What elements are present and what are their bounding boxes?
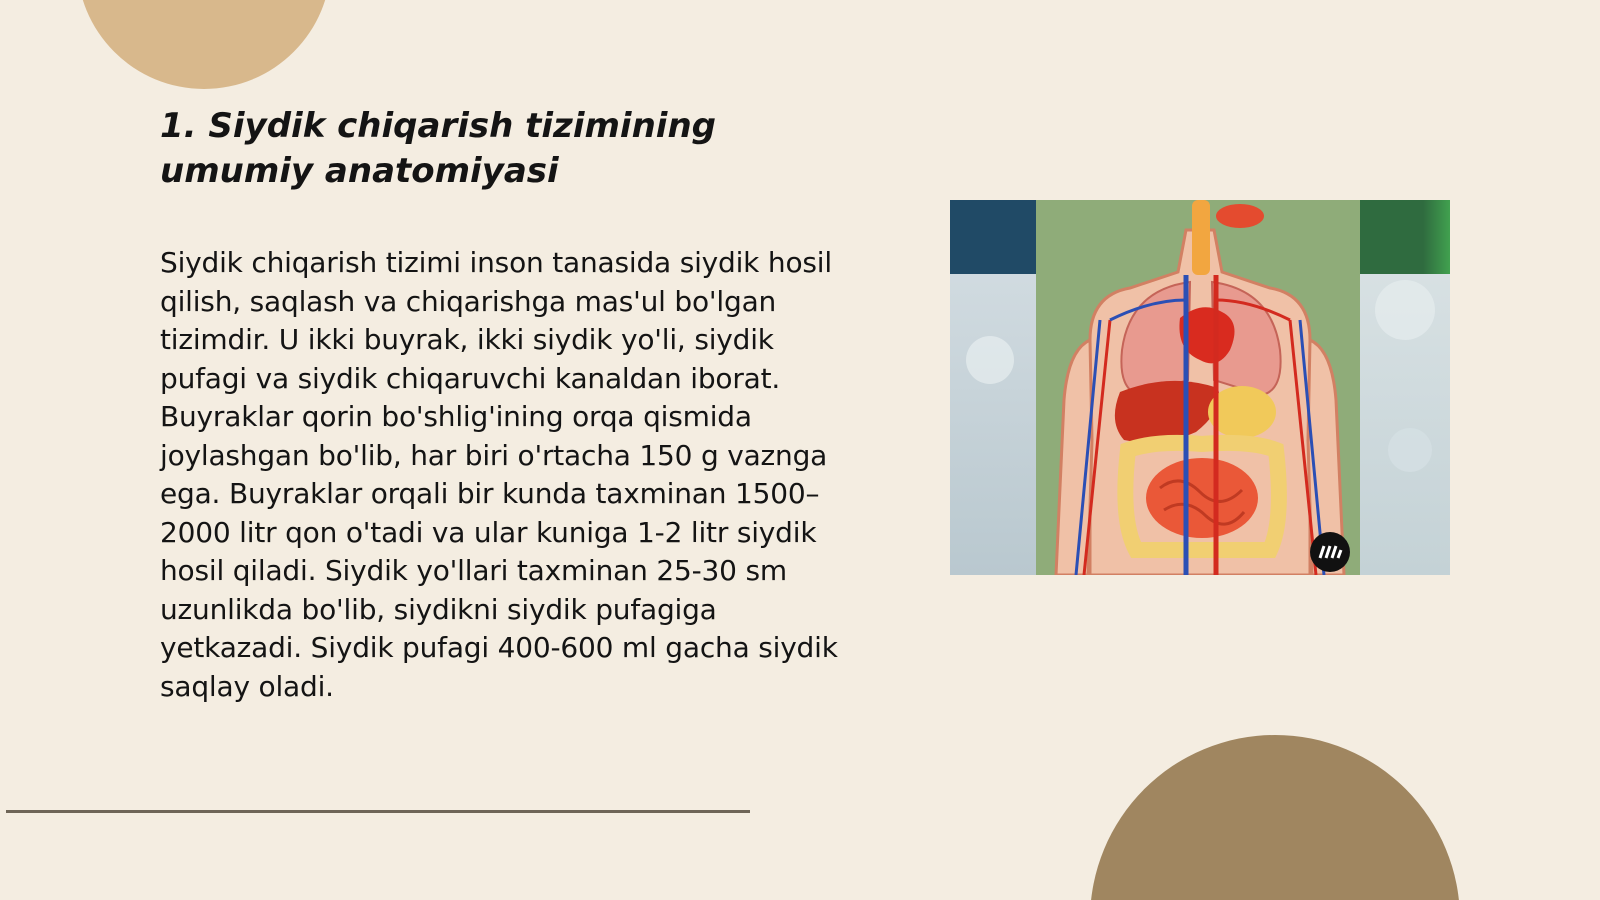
- anatomy-image: [950, 200, 1450, 575]
- slide-title: 1. Siydik chiqarish tizimining umumiy anatomiyasi: [160, 106, 716, 191]
- slide-body-text: Siydik chiqarish tizimi inson tanasida siydik hosil qilish, saqlash va chiqarishga mas'ul bo'lgan tizimdir. U ikki buyrak, ikki siydik yo'li, siydik pufagi va siydik chiqaruvchi kanaldan iborat. Buyraklar qorin bo'shlig'ining orqa qismida joylashgan bo'lib, har biri o'rtacha 150 g vaznga ega. Buyraklar orqali bir kunda taxminan 1500–2000 litr qon o'tadi va ular kuniga 1-2 litr siydik hosil qiladi. Siydik yo'llari taxminan 25-30 sm uzunlikda bo'lib, siydikni siydik pufagiga yetkazadi. Siydik pufagi 400-600 ml gacha siydik saqlay oladi.: [160, 246, 838, 703]
- decorative-circle-bottom: [1090, 735, 1460, 900]
- video-logo-icon: [1310, 532, 1350, 572]
- decorative-circle-top: [77, 0, 331, 89]
- horizontal-divider: [6, 810, 750, 813]
